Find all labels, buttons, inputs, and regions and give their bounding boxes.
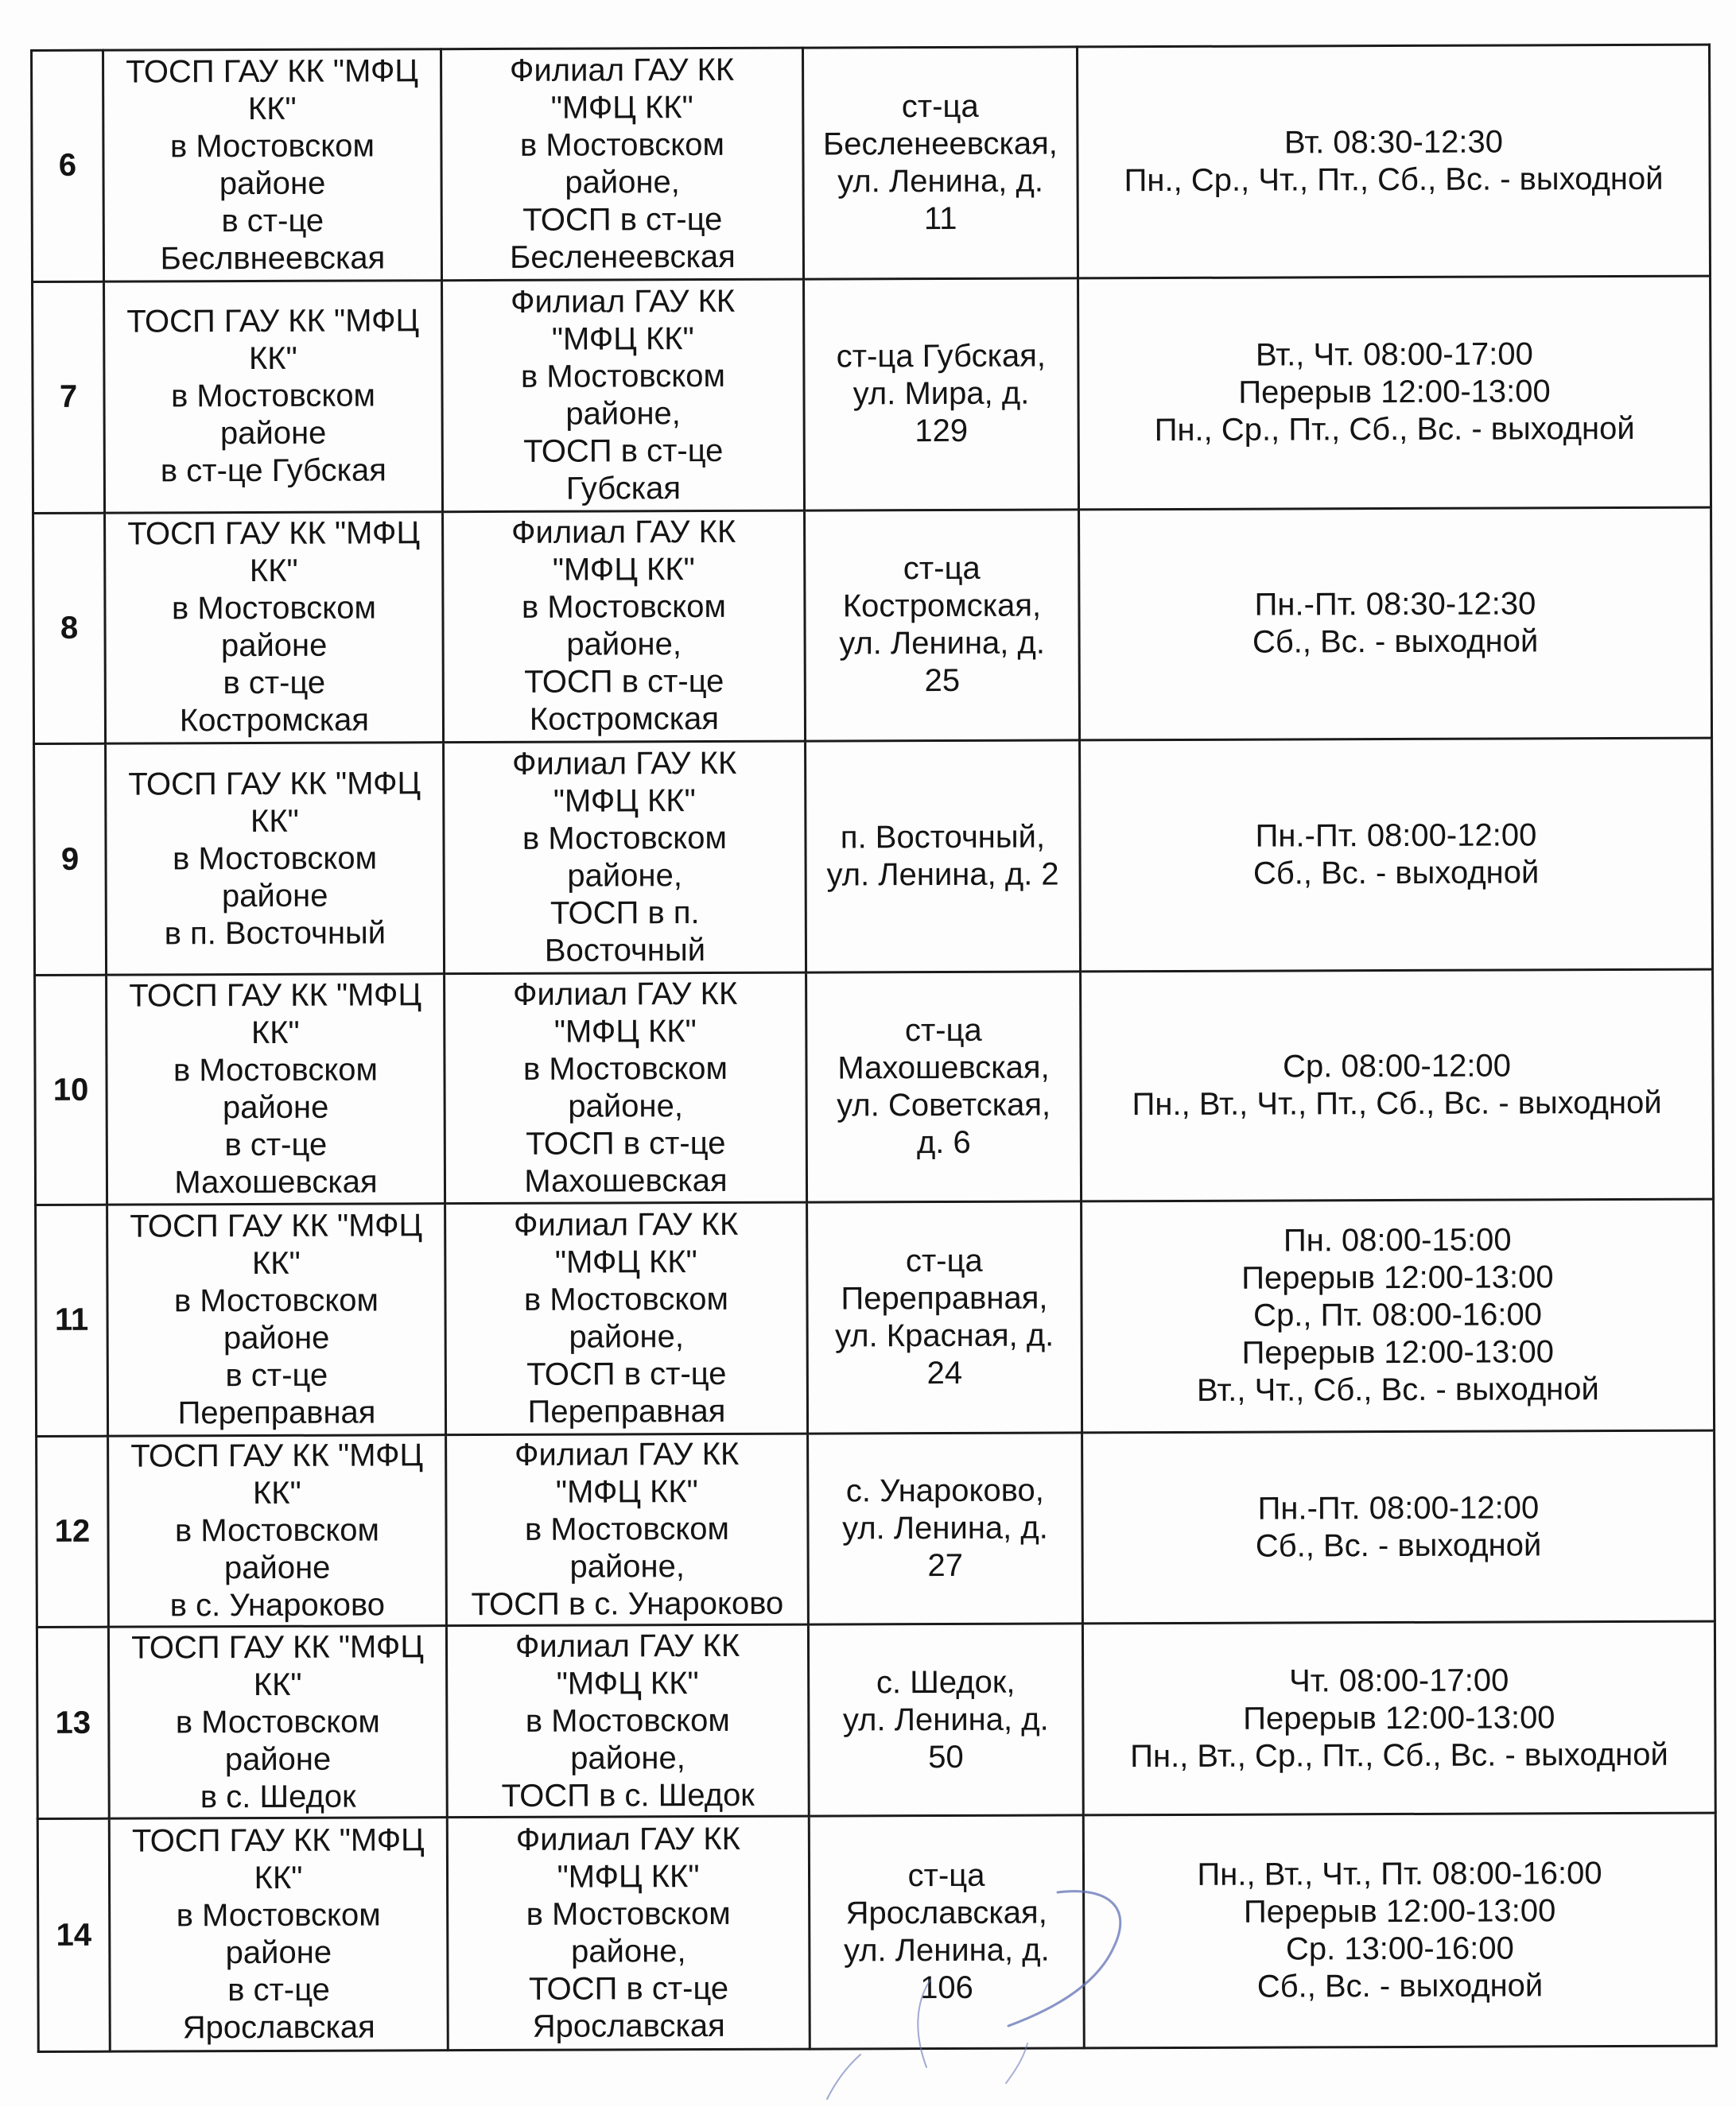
cell-line: Перерыв 12:00-13:00 (1241, 1334, 1554, 1372)
cell-line: "МФЦ КК" (552, 552, 695, 588)
cell-line: районе, (565, 165, 680, 200)
cell-number: 13 (37, 1628, 109, 1819)
cell-line: ТОСП ГАУ КК "МФЦ (127, 515, 421, 553)
cell-line: ул. Ленина, д. (842, 1702, 1049, 1738)
cell-line: 11 (923, 200, 957, 236)
cell-line: в Мостовском (526, 1896, 731, 1932)
cell-line: КК" (249, 553, 298, 589)
cell-line: ТОСП в ст-це (526, 1356, 727, 1392)
cell-line: "МФЦ КК" (553, 783, 696, 819)
cell-line: Филиал ГАУ КК (509, 52, 735, 88)
cell-line: Пн., Вт., Чт., Пт. 08:00-16:00 (1197, 1856, 1602, 1892)
cell-branch (441, 48, 804, 280)
cell-line: Восточный (544, 933, 706, 969)
cell-line: КК" (253, 1667, 302, 1702)
cell-address (808, 1624, 1083, 1816)
cell-line: в с. Унароково (169, 1587, 386, 1624)
cell-line: Переправная, (841, 1280, 1048, 1317)
cell-line: Вт. 08:30-12:30 (1284, 124, 1503, 161)
cell-line: ул. Ленина, д. (843, 1932, 1050, 1969)
cell-line: 129 (915, 413, 969, 449)
cell-line: в Мостовском (172, 840, 378, 877)
cell-address (804, 278, 1079, 510)
cell-line: Сб., Вс. - выходной (1252, 623, 1539, 661)
cell-hours (1078, 276, 1711, 510)
cell-line: в Мостовском (176, 1897, 381, 1934)
cell-line: КК" (248, 341, 297, 377)
cell-line: Сб., Вс. - выходной (1255, 1527, 1542, 1564)
cell-line: районе (219, 415, 327, 452)
cell-line: районе (223, 1550, 331, 1586)
cell-organization (103, 49, 442, 281)
cell-branch (446, 1434, 809, 1626)
cell-branch (447, 1816, 810, 2050)
cell-line: ТОСП ГАУ КК "МФЦ (126, 303, 420, 340)
cell-organization (104, 280, 443, 512)
cell-line: Вт., Чт. 08:00-17:00 (1255, 336, 1533, 373)
cell-line: в Мостовском (522, 821, 728, 857)
cell-number: 7 (33, 281, 105, 513)
cell-line: Бесленеевская, (822, 126, 1058, 162)
cell-line: ТОСП в п. (550, 895, 700, 932)
cell-line: районе, (570, 1740, 685, 1776)
table-row (33, 276, 1711, 513)
cell-line: Губская (565, 470, 682, 506)
cell-line: Костромская, (842, 588, 1042, 624)
cell-address (808, 1433, 1083, 1625)
cell-line: районе (220, 628, 328, 664)
cell-line: ТОСП в ст-це (523, 433, 724, 469)
table-row (36, 1199, 1715, 1436)
cell-line: в ст-це (223, 665, 326, 701)
cell-line: в Мостовском (520, 358, 726, 394)
cell-line: "МФЦ КК" (553, 1014, 697, 1050)
cell-line: Филиал ГАУ КК (515, 1628, 740, 1664)
cell-line: ТОСП в ст-це (522, 201, 723, 238)
cell-line: ул. Ленина, д. (842, 1510, 1048, 1546)
cell-line: Чт. 08:00-17:00 (1288, 1663, 1509, 1699)
cell-line: Беслвнеевская (160, 240, 386, 277)
cell-hours (1077, 45, 1710, 278)
cell-line: с. Унароково, (845, 1473, 1044, 1509)
cell-line: КК" (247, 91, 297, 126)
cell-line: районе, (569, 1549, 685, 1585)
cell-hours (1082, 1622, 1715, 1815)
cell-line: Ср., Пт. 08:00-16:00 (1253, 1297, 1543, 1334)
cell-line: Филиал ГАУ КК (511, 746, 737, 782)
cell-branch (443, 510, 806, 743)
cell-line: Ярославская (532, 2008, 725, 2044)
cell-line: ул. Ленина, д. (837, 163, 1043, 200)
cell-line: 27 (927, 1548, 963, 1584)
cell-organization (107, 974, 445, 1205)
cell-line: Махошевская, (837, 1050, 1050, 1086)
cell-line: ст-ца (907, 1857, 985, 1894)
cell-line: в Мостовском (522, 1051, 728, 1087)
cell-line: Перерыв 12:00-13:00 (1243, 1893, 1556, 1930)
cell-line: "МФЦ КК" (556, 1665, 699, 1702)
cell-line: районе, (565, 395, 681, 432)
cell-line: Пн., Вт., Ср., Пт., Сб., Вс. - выходной (1130, 1736, 1668, 1774)
cell-line: районе (223, 1320, 330, 1356)
cell-number: 14 (37, 1818, 110, 2051)
cell-line: в с. Шедок (200, 1779, 356, 1815)
cell-organization (105, 511, 444, 743)
cell-line: д. 6 (916, 1124, 971, 1161)
cell-line: ТОСП ГАУ КК "МФЦ (130, 1438, 424, 1474)
cell-line: Переправная (177, 1395, 376, 1431)
cell-organization (108, 1434, 447, 1627)
cell-line: Перерыв 12:00-13:00 (1243, 1700, 1555, 1736)
cell-line: районе, (568, 1088, 683, 1124)
cell-line: Пн., Ср., Чт., Пт., Сб., Вс. - выходной (1124, 161, 1664, 199)
cell-line: районе, (567, 858, 682, 894)
cell-line: районе (224, 1741, 332, 1777)
cell-line: Вт., Чт., Сб., Вс. - выходной (1196, 1372, 1599, 1409)
cell-hours (1080, 739, 1713, 972)
cell-hours (1079, 507, 1712, 741)
cell-line: районе, (566, 627, 682, 663)
cell-line: Филиал ГАУ КК (512, 976, 738, 1012)
cell-line: в Мостовском (173, 1282, 379, 1319)
cell-number: 8 (33, 513, 106, 744)
cell-line: ул. Ленина, д. (839, 626, 1046, 662)
cell-line: Пн.-Пт. 08:30-12:30 (1254, 586, 1536, 623)
cell-line: 50 (928, 1739, 964, 1775)
cell-address (802, 47, 1078, 279)
cell-line: районе (221, 878, 328, 914)
cell-line: ТОСП ГАУ КК "МФЦ (130, 1208, 423, 1244)
cell-organization (106, 743, 445, 975)
cell-line: Пн.-Пт. 08:00-12:00 (1255, 817, 1537, 854)
cell-line: КК" (251, 1245, 301, 1281)
cell-address (806, 740, 1081, 972)
cell-line: в Мостовском (174, 1512, 380, 1549)
cell-line: в ст-це (224, 1127, 328, 1163)
cell-line: Костромская (179, 703, 370, 739)
cell-line: в Мостовском (169, 128, 375, 165)
cell-line: Сб., Вс. - выходной (1256, 1968, 1544, 2004)
cell-line: п. Восточный, (840, 819, 1046, 856)
cell-line: ТОСП в с. Унароково (471, 1585, 784, 1623)
cell-line: районе (225, 1934, 332, 1971)
cell-line: "МФЦ КК" (554, 1244, 697, 1280)
cell-line: в Мостовском (524, 1511, 730, 1547)
cell-number: 9 (34, 744, 107, 976)
cell-line: "МФЦ КК" (550, 89, 693, 126)
cell-line: Сб., Вс. - выходной (1252, 855, 1540, 891)
cell-line: районе (219, 165, 326, 202)
cell-line: Ср. 08:00-12:00 (1282, 1048, 1511, 1085)
cell-line: ТОСП в ст-це (524, 664, 724, 700)
cell-hours (1081, 969, 1714, 1201)
cell-line: в п. Восточный (164, 915, 386, 952)
cell-line: ст-ца (901, 88, 979, 125)
cell-line: в ст-це Губская (160, 452, 386, 489)
cell-line: Перерыв 12:00-13:00 (1241, 1259, 1554, 1297)
cell-line: ст-ца (905, 1243, 983, 1279)
table-row (34, 739, 1713, 976)
cell-line: ст-ца (903, 551, 981, 587)
cell-line: в Мостовском (173, 1052, 379, 1088)
cell-line: "МФЦ КК" (555, 1474, 698, 1510)
cell-line: в ст-це (225, 1357, 328, 1394)
cell-number: 10 (35, 975, 107, 1205)
cell-line: КК" (254, 1860, 303, 1896)
cell-line: в Мостовском (175, 1704, 380, 1740)
cell-line: ТОСП ГАУ КК "МФЦ (131, 1822, 425, 1859)
table-row (37, 1813, 1716, 2051)
cell-line: Ярославская (182, 2009, 375, 2046)
cell-line: в ст-це (221, 203, 324, 239)
cell-line: Переправная (527, 1393, 726, 1430)
cell-branch (444, 741, 806, 973)
cell-line: в ст-це (227, 1972, 330, 2008)
table-row (35, 969, 1714, 1205)
cell-address (805, 509, 1080, 741)
cell-line: КК" (250, 1015, 300, 1051)
cell-line: ТОСП ГАУ КК "МФЦ (131, 1629, 424, 1666)
cell-line: КК" (252, 1475, 301, 1511)
table-row (37, 1622, 1715, 1819)
cell-line: ул. Красная, д. (835, 1317, 1054, 1354)
schedule-table-body (32, 45, 1717, 2051)
cell-number: 6 (32, 50, 104, 281)
cell-number: 11 (36, 1205, 108, 1436)
cell-line: в Мостовском (525, 1702, 730, 1739)
cell-line: в Мостовском (519, 126, 725, 163)
cell-organization (109, 1818, 448, 2051)
cell-line: ТОСП в с. Шедок (501, 1777, 755, 1814)
cell-line: в Мостовском (171, 590, 377, 627)
cell-line: районе, (571, 1934, 686, 1969)
cell-line: 25 (924, 663, 961, 699)
cell-line: Махошевская (524, 1163, 728, 1199)
cell-line: Филиал ГАУ КК (511, 514, 736, 551)
cell-line: Филиал ГАУ КК (510, 283, 736, 320)
cell-line: в Мостовском (521, 589, 727, 626)
cell-line: ТОСП ГАУ КК "МФЦ (128, 766, 421, 802)
cell-line: Филиал ГАУ КК (515, 1821, 741, 1857)
cell-hours (1082, 1430, 1715, 1624)
cell-line: Филиал ГАУ КК (515, 1437, 740, 1473)
cell-hours (1082, 1199, 1715, 1433)
cell-address (806, 972, 1082, 1202)
cell-line: в Мостовском (170, 378, 376, 414)
cell-line: Бесленеевская (509, 239, 736, 275)
cell-line: Пн., Ср., Пт., Сб., Вс. - выходной (1154, 411, 1635, 448)
cell-line: "МФЦ КК" (551, 320, 694, 357)
cell-organization (108, 1626, 447, 1818)
cell-line: Филиал ГАУ КК (513, 1206, 739, 1243)
cell-line: Пн. 08:00-15:00 (1283, 1222, 1512, 1259)
table-row (33, 507, 1712, 744)
cell-line: Ср. 13:00-16:00 (1285, 1930, 1514, 1967)
cell-line: в Мостовском (523, 1281, 729, 1317)
cell-line: ст-ца (904, 1012, 982, 1049)
cell-line: ул. Советская, (837, 1087, 1051, 1123)
cell-line: Костромская (529, 701, 720, 738)
cell-line: Перерыв 12:00-13:00 (1238, 374, 1551, 410)
cell-organization (107, 1204, 446, 1436)
cell-line: "МФЦ КК" (557, 1859, 700, 1895)
cell-branch (446, 1625, 809, 1818)
cell-branch (442, 279, 805, 511)
cell-line: 24 (926, 1355, 963, 1391)
cell-line: районе (222, 1089, 329, 1126)
cell-number: 12 (37, 1436, 109, 1628)
cell-address (809, 1815, 1084, 2049)
cell-line: ул. Ленина, д. 2 (826, 856, 1059, 893)
cell-branch (445, 972, 807, 1203)
cell-line: КК" (250, 803, 299, 839)
cell-line: с. Шедок, (876, 1664, 1016, 1701)
cell-line: ТОСП ГАУ КК "МФЦ (129, 977, 422, 1014)
cell-branch (445, 1202, 808, 1434)
table-row (32, 45, 1711, 281)
cell-hours (1083, 1813, 1716, 2048)
cell-line: ТОСП в ст-це (528, 1970, 729, 2007)
cell-line: Пн.-Пт. 08:00-12:00 (1257, 1489, 1540, 1527)
cell-line: Ярославская, (845, 1895, 1047, 1931)
table-row (37, 1430, 1715, 1628)
cell-line: Пн., Вт., Чт., Пт., Сб., Вс. - выходной (1132, 1085, 1662, 1123)
cell-line: Махошевская (174, 1164, 378, 1201)
cell-line: ул. Мира, д. (852, 375, 1030, 412)
cell-line: ст-ца Губская, (836, 338, 1047, 374)
cell-address (807, 1201, 1082, 1434)
cell-line: ТОСП в ст-це (526, 1126, 726, 1162)
schedule-table (30, 44, 1718, 2053)
cell-line: ТОСП ГАУ КК "МФЦ (126, 53, 419, 90)
cell-line: 106 (920, 1969, 973, 2006)
cell-line: районе, (569, 1319, 684, 1355)
